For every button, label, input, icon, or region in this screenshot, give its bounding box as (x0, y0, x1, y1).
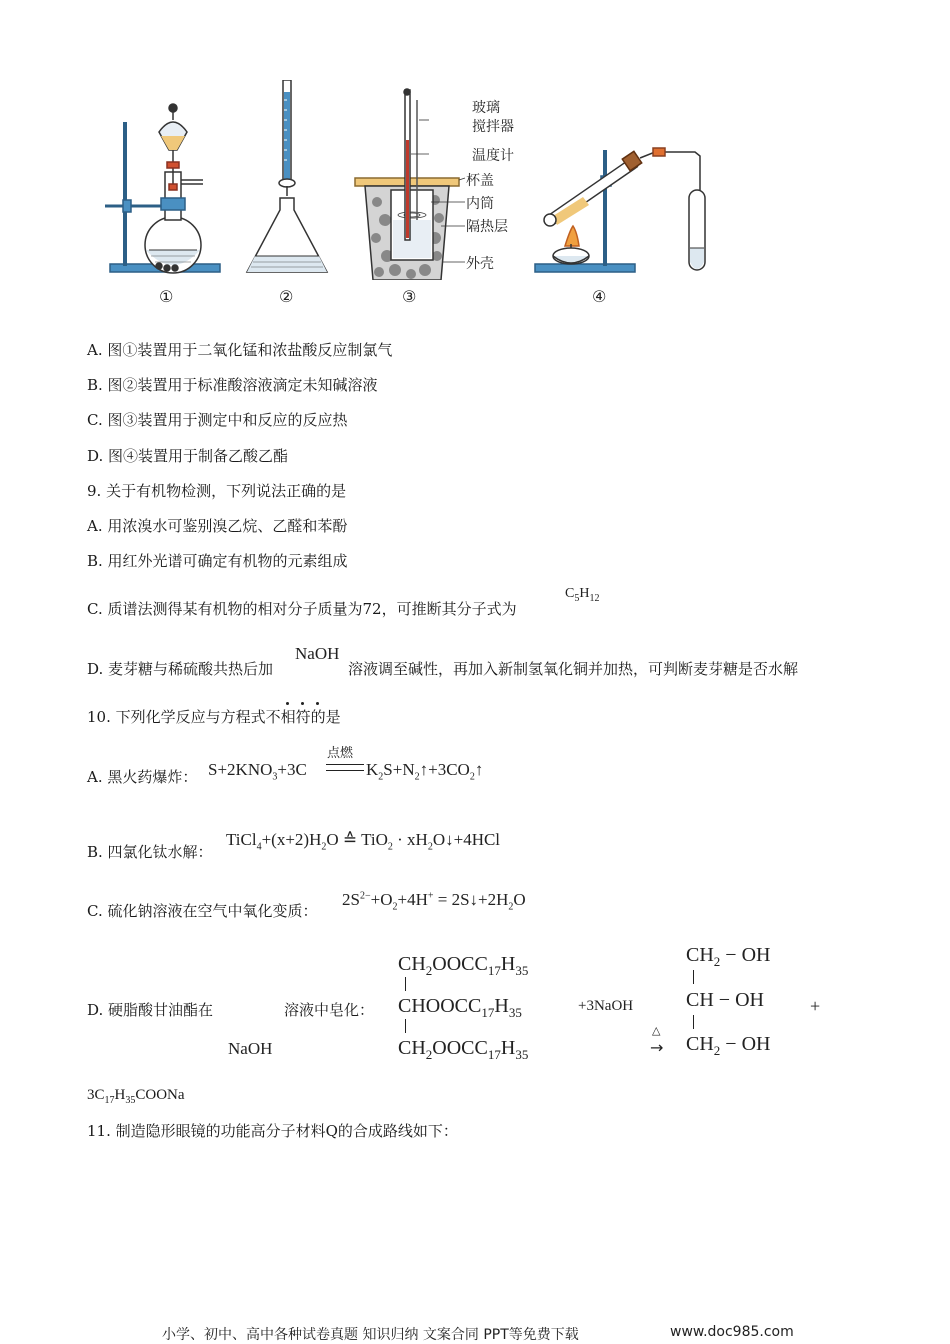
q10-stem-prefix: 10. 下列化学反应与方程式 (87, 708, 266, 726)
label-glass-stirrer-line1: 玻璃 (472, 100, 500, 116)
caption-figure-2: ② (279, 287, 294, 306)
label-insulation: 隔热层 (466, 219, 508, 235)
struct-glycerol-row-3: $CH_2$ − OH (686, 1033, 771, 1058)
label-glass-stirrer-line2: 搅拌器 (472, 119, 514, 135)
struct-glycerol-row-2: CH − OH (686, 989, 764, 1011)
bond-line (405, 977, 406, 991)
emphasis-dot (316, 702, 319, 705)
label-thermometer: 温度计 (472, 148, 514, 164)
q9-option-b: B. 用红外光谱可确定有机物的元素组成 (87, 552, 348, 570)
q9-option-c: C. 质谱法测得某有机物的相对分子质量为72，可推断其分子式为 (87, 600, 517, 618)
apparatus-3-calorimeter (355, 89, 465, 280)
bond-line (693, 970, 694, 984)
q10-eq-a-reactants: $S+2KNO_3+3C$ (208, 760, 307, 783)
caption-figure-3: ③ (402, 287, 417, 306)
label-inner-cup: 内筒 (466, 196, 494, 212)
caption-figure-4: ④ (592, 287, 607, 306)
footer-text: 小学、初中、高中各种试卷真题 知识归纳 文案合同 PPT等免费下载 (162, 1327, 579, 1343)
q10-eq-a-equals (326, 764, 364, 771)
q10-stem (87, 707, 341, 727)
q10-option-d-label-suffix: 溶液中皂化： (284, 1001, 375, 1019)
apparatus-4-test-tube-heating (535, 148, 705, 272)
q9-stem: 9. 关于有机物检测，下列说法正确的是 (87, 482, 347, 500)
struct-glyceryl-stearate-row-2: $CHOOCC_{17}H_{35}$ (398, 995, 522, 1020)
q11-stem: 11. 制造隐形眼镜的功能高分子材料Q的合成路线如下： (87, 1122, 458, 1140)
q10-eq-c: $2S^{2-}+O_2+4H^+$ = $2S↓+2H_2O$ (342, 890, 526, 913)
bond-line (405, 1019, 406, 1033)
label-outer-shell: 外壳 (466, 256, 494, 272)
footer-url[interactable]: www.doc985.com (670, 1324, 794, 1340)
emphasis-dot (301, 702, 304, 705)
q10-option-a-label: A. 黑火药爆炸： (87, 768, 198, 786)
q8-option-a: A. 图①装置用于二氧化锰和浓盐酸反应制氯气 (87, 341, 393, 359)
q10-eq-d-reagent: +3NaOH (578, 998, 634, 1014)
struct-glycerol-row-1: $CH_2$ − OH (686, 944, 771, 969)
q10-stem-suffix: 的是 (310, 708, 341, 726)
q10-option-c-label: C. 硫化钠溶液在空气中氧化变质： (87, 902, 318, 920)
q10-eq-a-products: $K_2S+N_2↑+3CO_2↑$ (366, 760, 484, 783)
struct-glyceryl-stearate-row-3: $CH_2OOCC_{17}H_{35}$ (398, 1037, 529, 1062)
q9-option-d-prefix: D. 麦芽糖与稀硫酸共热后加 (87, 660, 274, 678)
label-lid: 杯盖 (466, 173, 494, 189)
q10-eq-d-product: $3C_{17}H_{35}COONa$ (87, 1087, 185, 1106)
reaction-arrow: → (650, 1038, 664, 1057)
q10-eq-d-plus: + (810, 996, 821, 1016)
emphasis-dot (286, 702, 289, 705)
q10-option-b-label: B. 四氯化钛水解： (87, 843, 213, 861)
apparatus-2-burette-and-flask (247, 80, 327, 272)
q8-option-d: D. 图④装置用于制备乙酸乙酯 (87, 447, 289, 465)
q9-option-d-suffix: 溶液调至碱性，再加入新制氢氧化铜并加热，可判断麦芽糖是否水解 (348, 660, 799, 678)
apparatus-1-flask-with-funnel (105, 104, 220, 273)
bond-line (693, 1015, 694, 1029)
q10-option-d-naoh: NaOH (228, 1039, 273, 1058)
heat-symbol: △ (652, 1024, 661, 1037)
q9-formula-c5h12: $C_5H_{12}$ (565, 586, 600, 604)
q9-option-a: A. 用浓溴水可鉴别溴乙烷、乙醛和苯酚 (87, 517, 348, 535)
q10-stem-emphasis: 不相符 (265, 708, 311, 726)
q8-option-c: C. 图③装置用于测定中和反应的反应热 (87, 411, 348, 429)
q10-option-d-label: D. 硬脂酸甘油酯在 (87, 1001, 214, 1019)
q9-option-d-naoh: NaOH (295, 644, 340, 663)
q10-eq-b: $TiCl_4+(x+2)H_2O$ ≙ $TiO_2 \cdot xH_2O↓+4HCl$ (226, 830, 501, 853)
apparatus-figure (95, 80, 735, 280)
q10-eq-a-condition: 点燃 (327, 746, 354, 761)
caption-figure-1: ① (159, 287, 174, 306)
q8-option-b: B. 图②装置用于标准酸溶液滴定未知碱溶液 (87, 376, 378, 394)
struct-glyceryl-stearate-row-1: $CH_2OOCC_{17}H_{35}$ (398, 953, 529, 978)
